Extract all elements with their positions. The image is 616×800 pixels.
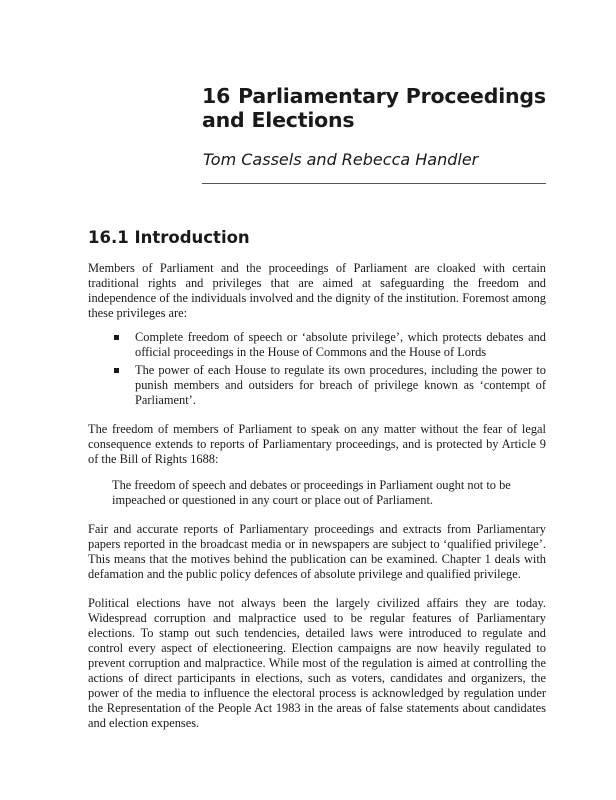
paragraph-intro: Members of Parliament and the proceedings of Parliament are cloaked with certain traditional rights and privileges that are aimed at safeguarding the freedom and independence of the individuals involved and the dignity of the institution. Foremost among these privileges are: (88, 261, 546, 320)
list-item-text: Complete freedom of speech or ‘absolute privilege’, which protects debates and official proceedings in the House of Commons and the House of Lords (135, 330, 546, 359)
chapter-title (202, 84, 562, 132)
body-text (88, 261, 546, 745)
paragraph-qualified-privilege: Fair and accurate reports of Parliamentary proceedings and extracts from Parliamentary papers reported in the broadcast media or in newspapers are subject to ‘qualified privilege’. This means that the motives behind the publication can be examined. Chapter 1 deals with defamation and the public policy defences of absolute privilege and qualified privilege. (88, 522, 546, 581)
chapter-number: 16 (202, 84, 231, 108)
bullet-square-icon (114, 335, 119, 340)
section-number: 16.1 (88, 228, 129, 247)
bill-of-rights-quote: The freedom of speech and debates or proceedings in Parliament ought not to be impeached or questioned in any court or place out of Parliament. (112, 478, 511, 507)
list-item (88, 363, 546, 408)
bullet-square-icon (114, 368, 119, 373)
privileges-list (88, 330, 546, 408)
title-divider (202, 183, 546, 184)
section-heading (88, 228, 250, 248)
list-item (88, 330, 546, 360)
paragraph-freedom-of-speech: The freedom of members of Parliament to speak on any matter without the fear of legal consequence extends to reports of Parliamentary proceedings, and is protected by Article 9 of the Bill of Rights 1688: (88, 422, 546, 466)
chapter-authors: Tom Cassels and Rebecca Handler (203, 150, 479, 169)
section-title: Introduction (134, 228, 250, 247)
list-item-text: The power of each House to regulate its own procedures, including the power to punish members and outsiders for breach of privilege known as ‘contempt of Parliament’. (135, 363, 546, 407)
chapter-title-text: Parliamentary Proceedings and Elections (202, 84, 546, 132)
paragraph-elections: Political elections have not always been the largely civilized affairs they are today. Widespread corruption and malpractice used to be regular features of Parliamentary elections. To stamp out such tendencies, detailed laws were introduced to regulate and control every aspect of electioneering. Election campaigns are now heavily regulated to prevent corruption and malpractice. While most of the regulation is aimed at controlling the actions of direct participants in elections, such as voters, candidates and organizers, the power of the media to influence the electoral process is acknowledged by regulation under the Representation of the People Act 1983 in the areas of false statements about candidates and election expenses. (88, 596, 546, 730)
